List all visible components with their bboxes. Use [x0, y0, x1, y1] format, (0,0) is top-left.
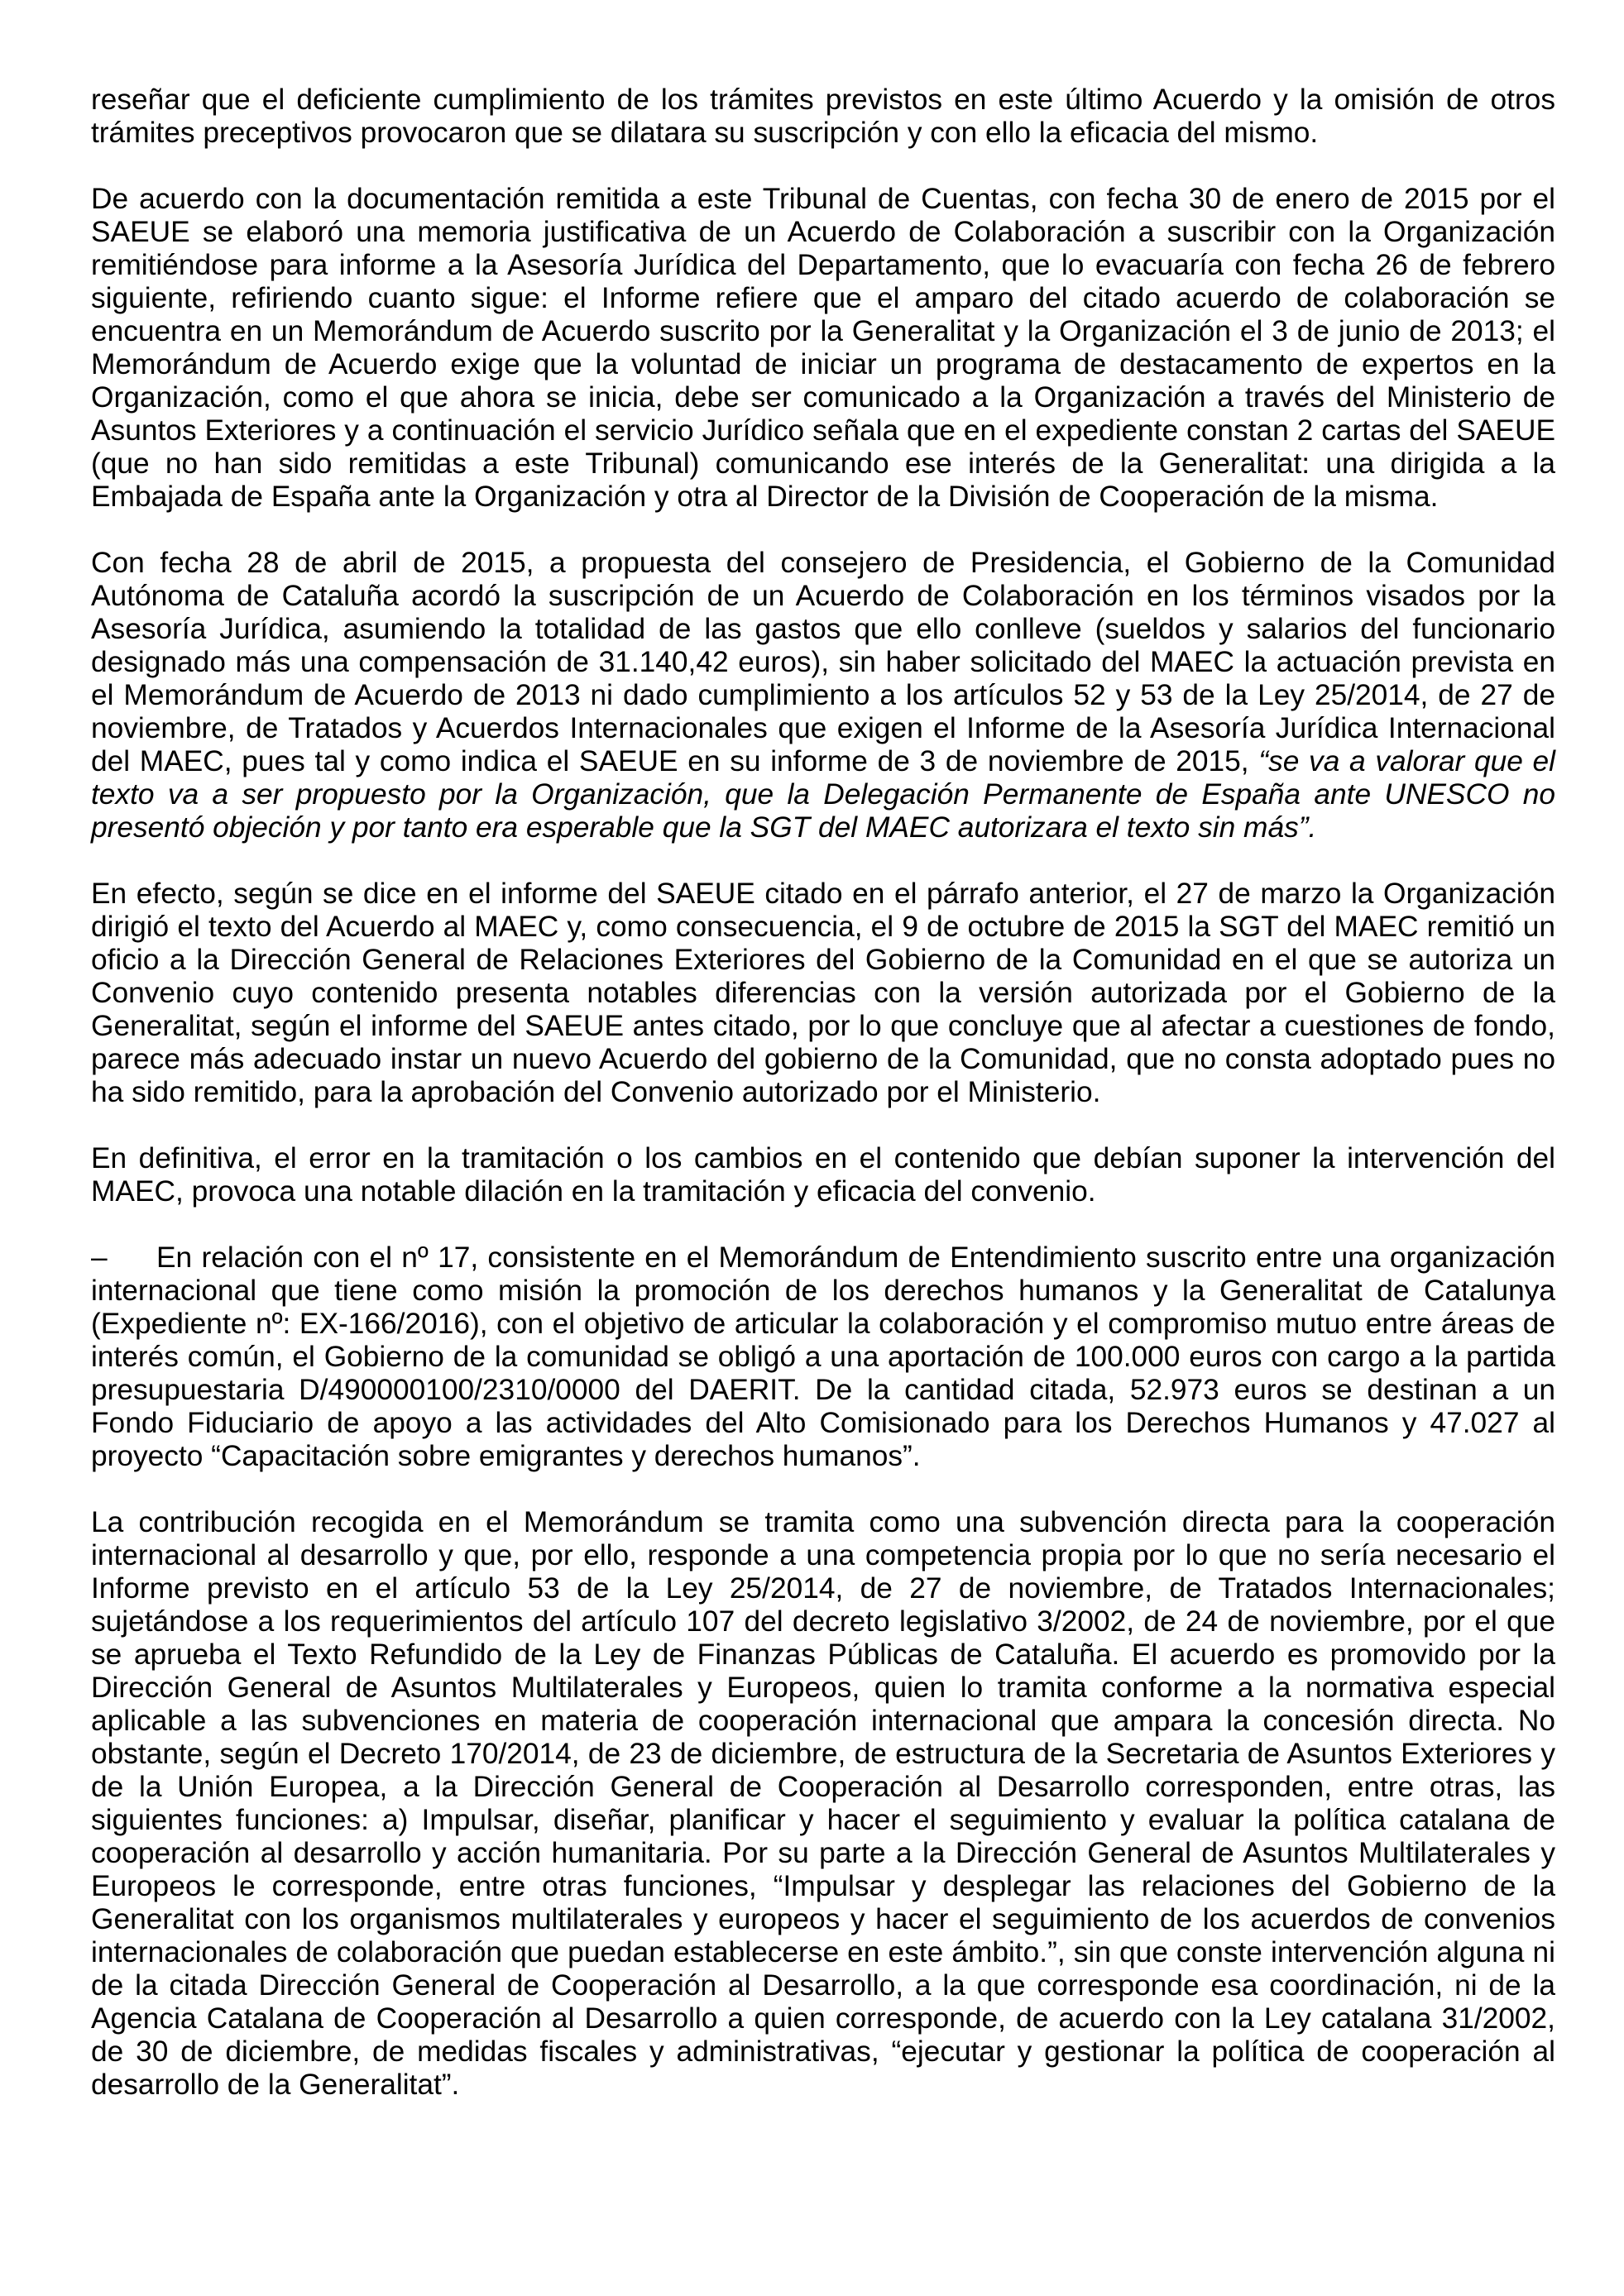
bullet-paragraph-text: En relación con el nº 17, consistente en el Memorándum de Entendimiento suscrito entre una organización internacional que tiene como misión la promoción de los derechos humanos y la Generalitat de Catalunya (Expediente nº: EX-166/2016), con el objetivo de articular la colaboración y el compromiso mutuo entre áreas de interés común, el Gobierno de la comunidad se obligó a una aportación de 100.000 euros con cargo a la partida presupuestaria D/490000100/2310/0000 del DAERIT. De la cantidad citada, 52.973 euros se destinan a un Fondo Fiduciario de apoyo a las actividades del Alto Comisionado para los Derechos Humanos y 47.027 al proyecto “Capacitación sobre emigrantes y derechos humanos”.: [91, 1241, 1555, 1472]
paragraph-3: [91, 547, 1555, 844]
paragraph-7-text: La contribución recogida en el Memorándum se tramita como una subvención directa para la cooperación internacional al desarrollo y que, por ello, responde a una competencia propia por lo que no sería necesario el Informe previsto en el artículo 53 de la Ley 25/2014, de 27 de noviembre, de Tratados Internacionales; sujetándose a los requerimientos del artículo 107 del decreto legislativo 3/2002, de 24 de noviembre, por el que se aprueba el Texto Refundido de la Ley de Finanzas Públicas de Cataluña. El acuerdo es promovido por la Dirección General de Asuntos Multilaterales y Europeos, quien lo tramita conforme a la normativa especial aplicable a las subvenciones en materia de cooperación internacional que ampara la concesión directa. No obstante, según el Decreto 170/2014, de 23 de diciembre, de estructura de la Secretaria de Asuntos Exteriores y de la Unión Europea, a la Dirección General de Cooperación al Desarrollo corresponden, entre otras, las siguientes funciones: a) Impulsar, diseñar, planificar y hacer el seguimiento y evaluar la política catalana de cooperación al desarrollo y acción humanitaria. Por su parte a la Dirección General de Asuntos Multilaterales y Europeos le corresponde, entre otras funciones, “Impulsar y desplegar las relaciones del Gobierno de la Generalitat con los organismos multilaterales y europeos y hacer el seguimiento de los acuerdos de convenios internacionales de colaboración que puedan establecerse en este ámbito.”, sin que conste intervención alguna ni de la citada Dirección General de Cooperación al Desarrollo, a la que corresponde esa coordinación, ni de la Agencia Catalana de Cooperación al Desarrollo a quien corresponde, de acuerdo con la Ley catalana 31/2002, de 30 de diciembre, de medidas fiscales y administrativas, “ejecutar y gestionar la política de cooperación al desarrollo de la Generalitat”.: [91, 1506, 1555, 2101]
paragraph-4-text: En efecto, según se dice en el informe del SAEUE citado en el párrafo anterior, el 27 de marzo la Organización dirigió el texto del Acuerdo al MAEC y, como consecuencia, el 9 de octubre de 2015 la SGT del MAEC remitió un oficio a la Dirección General de Relaciones Exteriores del Gobierno de la Comunidad en el que se autoriza un Convenio cuyo contenido presenta notables diferencias con la versión autorizada por el Gobierno de la Generalitat, según el informe del SAEUE antes citado, por lo que concluye que al afectar a cuestiones de fondo, parece más adecuado instar un nuevo Acuerdo del gobierno de la Comunidad, que no consta adoptado pues no ha sido remitido, para la aprobación del Convenio autorizado por el Ministerio.: [91, 878, 1555, 1108]
paragraph-5-text: En definitiva, el error en la tramitación o los cambios en el contenido que debían suponer la intervención del MAEC, provoca una notable dilación en la tramitación y eficacia del convenio.: [91, 1142, 1555, 1208]
paragraph-1: [91, 84, 1555, 150]
paragraph-2: [91, 183, 1555, 514]
dash-bullet: –: [91, 1241, 108, 1274]
bullet-paragraph: [91, 1241, 1555, 1473]
paragraph-3-italic-quote: “se va a valorar que el texto va a ser propuesto por la Organización, que la Delegación Permanente de España ante UNESCO no presentó objeción y por tanto era esperable que la SGT del MAEC autorizara el texto sin más”.: [91, 745, 1556, 844]
paragraph-3-text: Con fecha 28 de abril de 2015, a propuesta del consejero de Presidencia, el Gobierno de la Comunidad Autónoma de Cataluña acordó la suscripción de un Acuerdo de Colaboración en los términos visados por la Asesoría Jurídica, asumiendo la totalidad de las gastos que ello conlleve (sueldos y salarios del funcionario designado más una compensación de 31.140,42 euros), sin haber solicitado del MAEC la actuación prevista en el Memorándum de Acuerdo de 2013 ni dado cumplimiento a los artículos 52 y 53 de la Ley 25/2014, de 27 de noviembre, de Tratados y Acuerdos Internacionales que exigen el Informe de la Asesoría Jurídica Internacional del MAEC, pues tal y como indica el SAEUE en su informe de 3 de noviembre de 2015,: [91, 547, 1555, 777]
document-body: [91, 84, 1555, 2102]
paragraph-1-text: reseñar que el deficiente cumplimiento de los trámites previstos en este último Acuerdo y la omisión de otros trámites preceptivos provocaron que se dilatara su suscripción y con ello la eficacia del mismo.: [91, 84, 1555, 149]
paragraph-7: [91, 1506, 1555, 2102]
paragraph-4: [91, 878, 1555, 1109]
paragraph-2-text: De acuerdo con la documentación remitida a este Tribunal de Cuentas, con fecha 30 de enero de 2015 por el SAEUE se elaboró una memoria justificativa de un Acuerdo de Colaboración a suscribir con la Organización remitiéndose para informe a la Asesoría Jurídica del Departamento, que lo evacuaría con fecha 26 de febrero siguiente, refiriendo cuanto sigue: el Informe refiere que el amparo del citado acuerdo de colaboración se encuentra en un Memorándum de Acuerdo suscrito por la Generalitat y la Organización el 3 de junio de 2013; el Memorándum de Acuerdo exige que la voluntad de iniciar un programa de destacamento de expertos en la Organización, como el que ahora se inicia, debe ser comunicado a la Organización a través del Ministerio de Asuntos Exteriores y a continuación el servicio Jurídico señala que en el expediente constan 2 cartas del SAEUE (que no han sido remitidas a este Tribunal) comunicando ese interés de la Generalitat: una dirigida a la Embajada de España ante la Organización y otra al Director de la División de Cooperación de la misma.: [91, 183, 1555, 513]
paragraph-5: [91, 1142, 1555, 1208]
